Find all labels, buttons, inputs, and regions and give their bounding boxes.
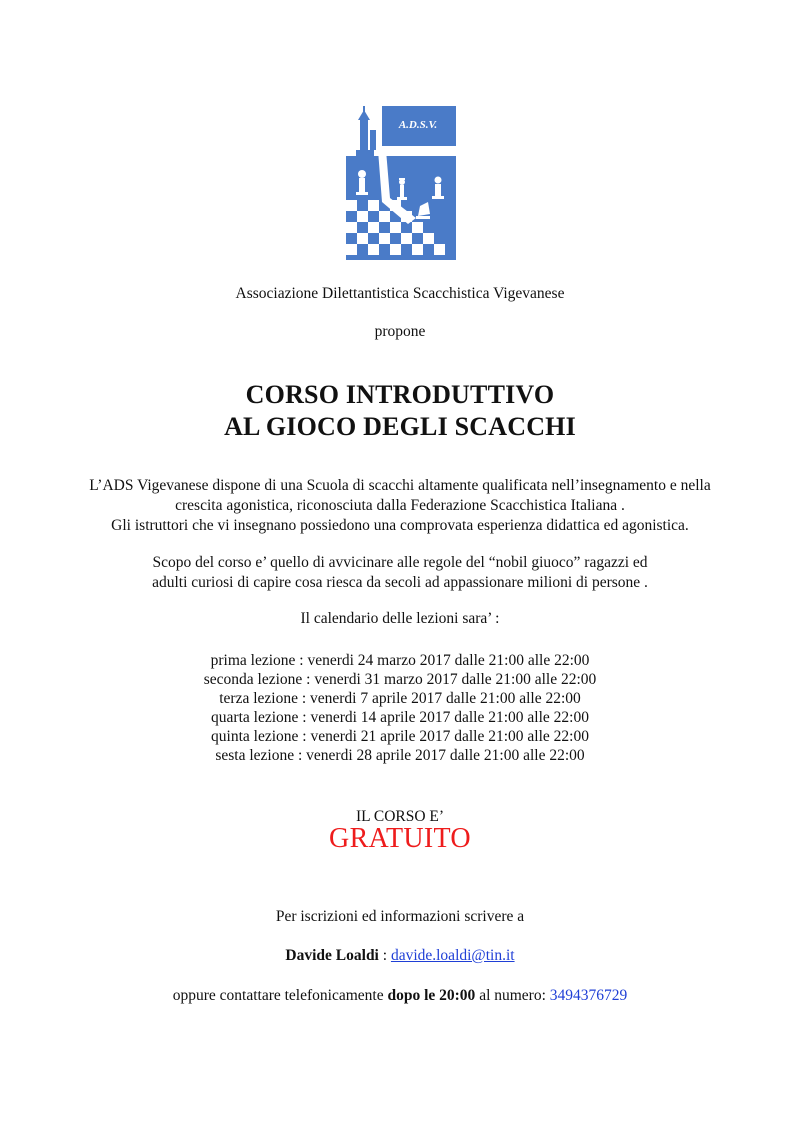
- phone-contact-line: [0, 987, 800, 1005]
- intro-line-3: Gli istruttori che vi insegnano possiedono una comprovata esperienza didattica ed agonistica.: [111, 517, 689, 534]
- lesson-item: seconda lezione : venerdi 31 marzo 2017 dalle 21:00 alle 22:00: [203, 671, 597, 688]
- lesson-item: quarta lezione : venerdi 14 aprile 2017 dalle 21:00 alle 22:00: [211, 709, 589, 726]
- adsv-logo: [346, 98, 456, 260]
- adsv-logo-graphic: [346, 98, 456, 260]
- propone-text: propone: [374, 323, 426, 340]
- intro-line-1: L’ADS Vigevanese dispone di una Scuola di scacchi altamente qualificata nell’insegnamento e nella: [89, 477, 711, 494]
- lesson-item: quinta lezione : venerdi 21 aprile 2017 dalle 21:00 alle 22:00: [211, 728, 589, 745]
- lesson-item: prima lezione : venerdi 24 marzo 2017 dalle 21:00 alle 22:00: [210, 652, 590, 669]
- price-label: IL CORSO E’: [355, 808, 445, 825]
- course-title-line1: CORSO INTRODUTTIVO: [245, 380, 555, 409]
- logo-text: A.D.S.V.: [398, 119, 438, 131]
- contact-intro: Per iscrizioni ed informazioni scrivere a: [275, 908, 525, 925]
- lesson-item: sesta lezione : venerdi 28 aprile 2017 dalle 21:00 alle 22:00: [215, 747, 585, 764]
- intro-line-2: crescita agonistica, riconosciuta dalla Federazione Scacchistica Italiana .: [175, 497, 625, 514]
- scope-line-2: adulti curiosi di capire cosa riesca da secoli ad appassionare milioni di persone .: [152, 574, 648, 591]
- lesson-item: terza lezione : venerdi 7 aprile 2017 dalle 21:00 alle 22:00: [219, 690, 581, 707]
- email-link[interactable]: davide.loaldi@tin.it: [390, 947, 515, 964]
- contact-separator: :: [378, 947, 391, 964]
- phone-middle: al numero:: [475, 987, 550, 1004]
- association-name: Associazione Dilettantistica Scacchistica Vigevanese: [235, 285, 565, 302]
- phone-time: dopo le 20:00: [387, 987, 476, 1004]
- scope-line-1: Scopo del corso e’ quello di avvicinare alle regole del “nobil giuoco” ragazzi ed: [152, 554, 648, 571]
- contact-name: Davide Loaldi: [285, 947, 379, 964]
- price-value: GRATUITO: [329, 823, 471, 854]
- course-title-line2: AL GIOCO DEGLI SCACCHI: [224, 412, 576, 441]
- phone-prefix: oppure contattare telefonicamente: [172, 987, 388, 1004]
- calendar-intro: Il calendario delle lezioni sara’ :: [300, 610, 500, 627]
- phone-number[interactable]: 3494376729: [549, 987, 628, 1004]
- contact-email-line: [0, 947, 800, 965]
